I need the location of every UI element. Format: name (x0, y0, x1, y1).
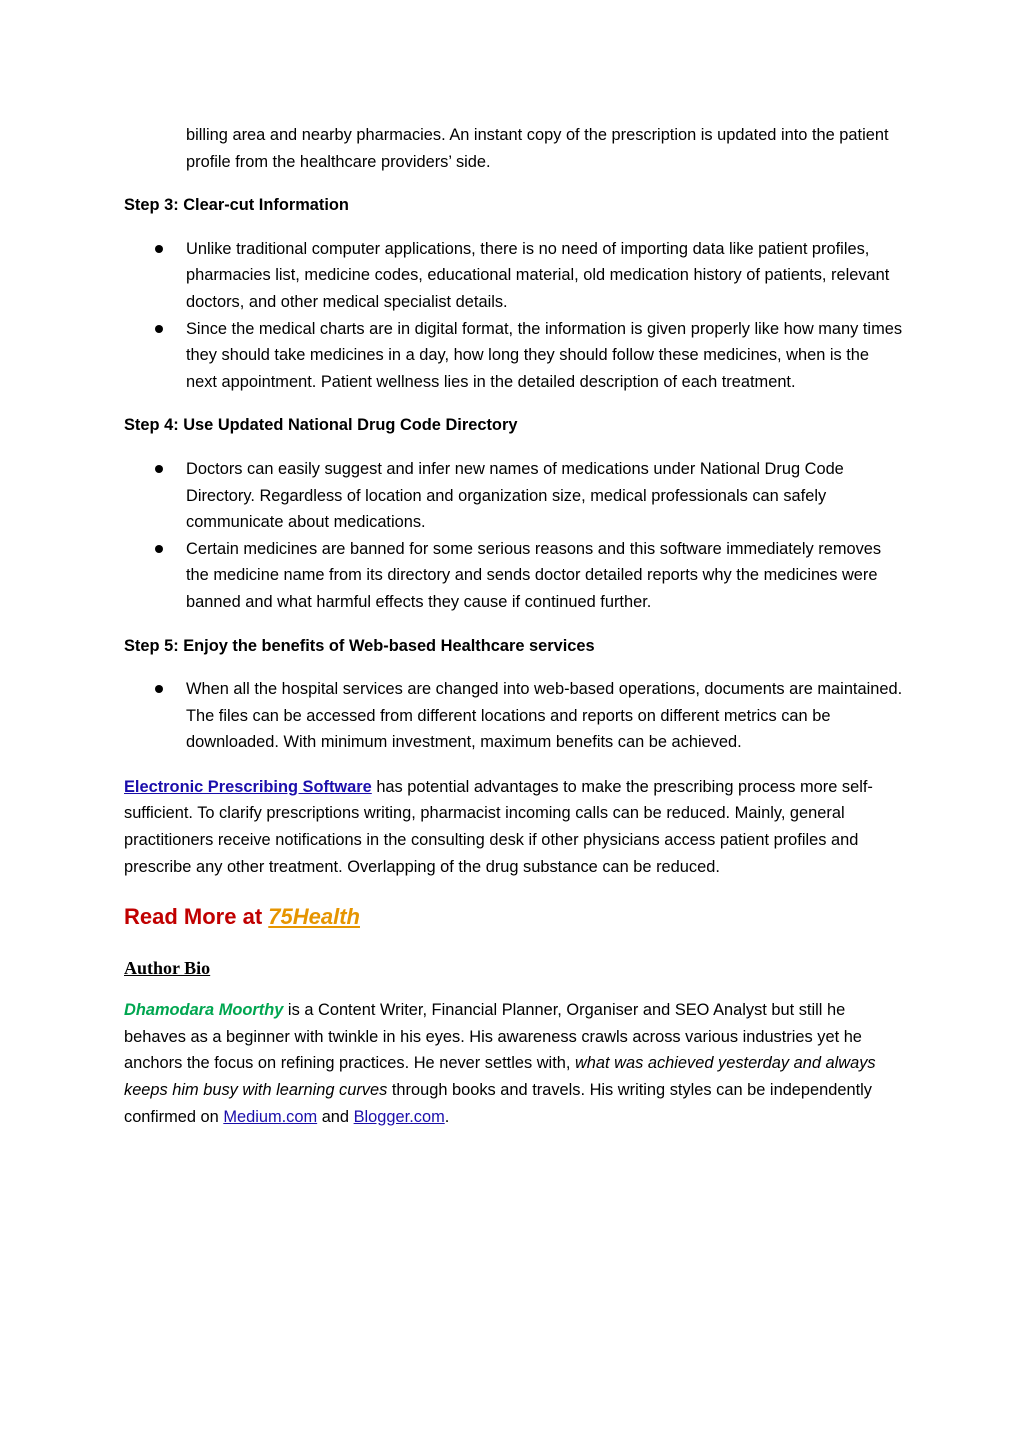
75health-link[interactable]: 75Health (268, 904, 360, 930)
step5-heading: Step 5: Enjoy the benefits of Web-based Healthcare services (124, 636, 595, 655)
list-item-text: Certain medicines are banned for some serious reasons and this software immediately removes the medicine name from its directory and sends doctor detailed reports why the medicines were banned and what harmful effects they cause if continued further. (186, 539, 882, 611)
medium-link[interactable]: Medium.com (223, 1107, 318, 1126)
bullet-icon (155, 325, 163, 333)
step3-list (124, 236, 904, 396)
list-item (124, 316, 904, 396)
step3-heading: Step 3: Clear-cut Information (124, 196, 349, 215)
bullet-icon (155, 685, 163, 693)
list-item (124, 456, 904, 536)
bullet-icon (155, 545, 163, 553)
step5-list (124, 676, 904, 756)
list-item-text: Doctors can easily suggest and infer new names of medications under National Drug Code Directory. Regardless of location and organization size, medical professionals can safely communicate about medications. (186, 459, 844, 532)
author-bio-heading: Author Bio (124, 958, 211, 979)
summary-text: has potential advantages to make the prescribing process more self-sufficient. To clarify prescriptions writing, pharmacist incoming calls can be reduced. Mainly, general practitioners receive notifications in the consulting desk if other physicians access patient profiles and prescribe any other treatment. Overlapping of the drug substance can be reduced. (124, 777, 873, 876)
read-more-heading (124, 902, 904, 932)
intro-continuation: billing area and nearby pharmacies. An instant copy of the prescription is updated into the patient profile from the healthcare providers’ side. (186, 126, 889, 171)
author-bio-text-2: through books and travels. His writing styles can be independently confirmed on (124, 1081, 873, 1126)
list-item (124, 676, 904, 756)
document-body (124, 122, 904, 1130)
step4-heading: Step 4: Use Updated National Drug Code Directory (124, 416, 518, 435)
bullet-icon (155, 465, 163, 473)
author-bio-text-3: and (317, 1107, 354, 1126)
blogger-link[interactable]: Blogger.com (353, 1107, 445, 1126)
step4-list (124, 456, 904, 616)
author-bio-italic: what was achieved yesterday and always keeps him busy with learning curves (124, 1054, 876, 1100)
bullet-icon (155, 245, 163, 253)
author-bio-text-1: is a Content Writer, Financial Planner, Organiser and SEO Analyst but still he behaves as a beginner with twinkle in his eyes. His awareness crawls across various industries yet he anchors the focus on refining practices. He never settles with, (124, 1001, 862, 1073)
list-item-text: Since the medical charts are in digital format, the information is given properly like how many times they should take medicines in a day, how long they should follow these medicines, when is the next appointment. Patient wellness lies in the detailed description of each treatment. (186, 319, 903, 391)
read-more-prefix: Read More at (124, 904, 269, 930)
list-item (124, 236, 904, 316)
author-bio-text-4: . (444, 1107, 450, 1126)
electronic-prescribing-software-link[interactable]: Electronic Prescribing Software (124, 777, 372, 796)
summary-paragraph (124, 774, 904, 880)
list-item (124, 536, 904, 616)
author-bio-paragraph (124, 997, 904, 1130)
list-item-text: Unlike traditional computer applications, there is no need of importing data like patient profiles, pharmacies list, medicine codes, educational material, old medication history of patients, relevant doctors, and other medical specialist details. (186, 239, 890, 311)
author-name: Dhamodara Moorthy (124, 1001, 284, 1020)
list-item-text: When all the hospital services are changed into web-based operations, documents are maintained. The files can be accessed from different locations and reports on different metrics can be downloaded. With minimum investment, maximum benefits can be achieved. (186, 680, 903, 752)
